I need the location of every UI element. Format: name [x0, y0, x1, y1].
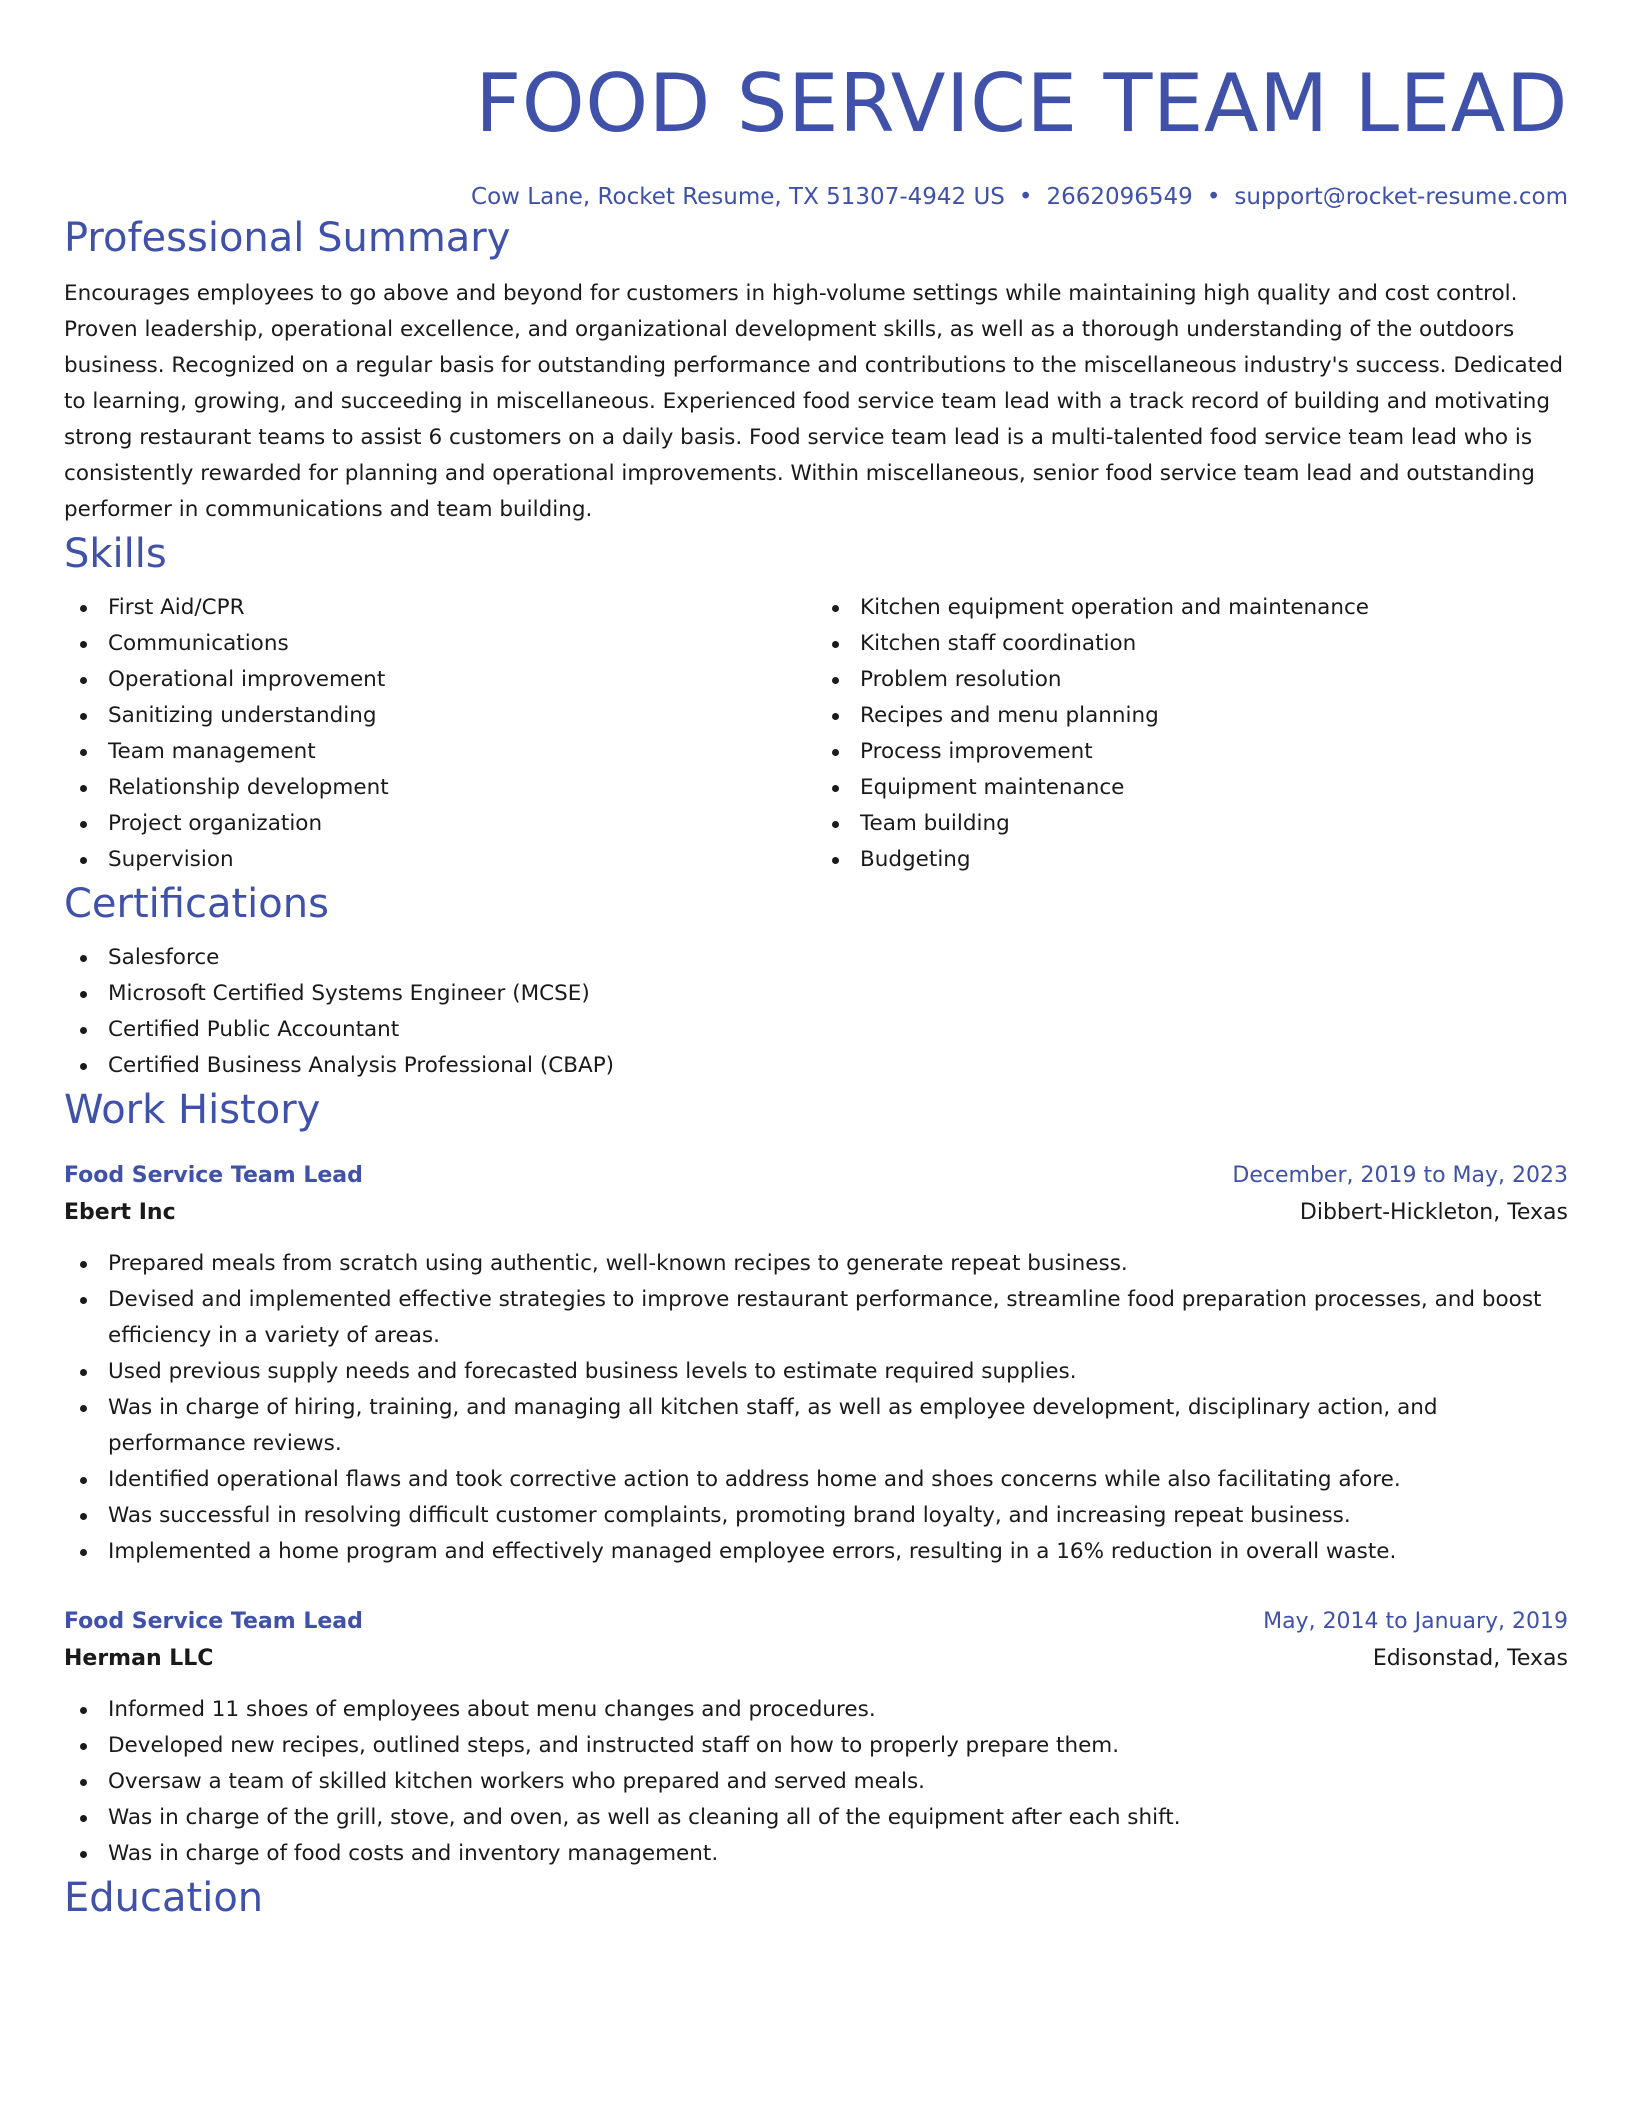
skill-item: Communications	[108, 626, 816, 662]
resume-page	[64, 0, 1568, 1924]
resume-name: FOOD SERVICE TEAM LEAD	[475, 57, 1568, 150]
job-header-row	[64, 1604, 1568, 1640]
job-company-row	[64, 1194, 1568, 1232]
work-history-heading: Work History	[64, 1087, 321, 1133]
skill-item: Relationship development	[108, 770, 816, 806]
job-bullet: Informed 11 shoes of employees about menu changes and procedures.	[108, 1692, 1568, 1728]
contact-separator: •	[1018, 184, 1033, 210]
job-bullet: Devised and implemented effective strategies to improve restaurant performance, streamline food preparation processes, and boost efficiency in a variety of areas.	[108, 1282, 1568, 1354]
contact-line	[64, 182, 1568, 212]
skill-item: Recipes and menu planning	[860, 698, 1568, 734]
job-location: Dibbert-Hickleton, Texas	[1299, 1200, 1568, 1225]
certifications-heading: Certifications	[64, 881, 329, 927]
skill-item: Project organization	[108, 806, 816, 842]
certifications-list	[64, 940, 1568, 1084]
job-location: Edisonstad, Texas	[1372, 1646, 1568, 1671]
job-bullet: Oversaw a team of skilled kitchen workers who prepared and served meals.	[108, 1764, 1568, 1800]
job-bullet: Was in charge of hiring, training, and managing all kitchen staff, as well as employee development, disciplinary action, and performance reviews.	[108, 1390, 1568, 1462]
skill-item: Budgeting	[860, 842, 1568, 878]
skills-list	[64, 590, 1568, 878]
job-title: Food Service Team Lead	[64, 1609, 363, 1634]
skills-column-left	[64, 590, 816, 878]
skills-column-right	[816, 590, 1568, 878]
contact-separator: •	[1206, 184, 1221, 210]
contact-email: support@rocket-resume.com	[1234, 184, 1568, 210]
job-header-row	[64, 1158, 1568, 1194]
education-heading: Education	[64, 1875, 264, 1921]
job-entry	[64, 1158, 1568, 1570]
summary-heading: Professional Summary	[64, 215, 511, 261]
job-company: Herman LLC	[64, 1646, 214, 1671]
job-bullet: Used previous supply needs and forecasted business levels to estimate required supplies.	[108, 1354, 1568, 1390]
job-bullet: Implemented a home program and effectively managed employee errors, resulting in a 16% reduction in overall waste.	[108, 1534, 1568, 1570]
contact-address: Cow Lane, Rocket Resume, TX 51307-4942 US	[471, 184, 1005, 210]
skill-item: Kitchen equipment operation and maintenance	[860, 590, 1568, 626]
skill-item: Team building	[860, 806, 1568, 842]
contact-phone: 2662096549	[1046, 184, 1193, 210]
certification-item: Microsoft Certified Systems Engineer (MCSE)	[108, 976, 1568, 1012]
job-company: Ebert Inc	[64, 1200, 176, 1225]
job-bullets	[64, 1692, 1568, 1872]
job-title: Food Service Team Lead	[64, 1163, 363, 1188]
certification-item: Salesforce	[108, 940, 1568, 976]
certification-item: Certified Business Analysis Professional (CBAP)	[108, 1048, 1568, 1084]
job-entry	[64, 1604, 1568, 1872]
job-bullet: Was in charge of food costs and inventory management.	[108, 1836, 1568, 1872]
skill-item: Kitchen staff coordination	[860, 626, 1568, 662]
certification-item: Certified Public Accountant	[108, 1012, 1568, 1048]
skill-item: Equipment maintenance	[860, 770, 1568, 806]
skill-item: Process improvement	[860, 734, 1568, 770]
summary-text: Encourages employees to go above and beyond for customers in high-volume settings while maintaining high quality and cost control. Proven leadership, operational excellence, and organizational development skills, as well as a thorough understanding of the outdoors business. Recognized on a regular basis for outstanding performance and contributions to the miscellaneous industry's success. Dedicated to learning, growing, and succeeding in miscellaneous. Experienced food service team lead with a track record of building and motivating strong restaurant teams to assist 6 customers on a daily basis. Food service team lead is a multi-talented food service team lead who is consistently rewarded for planning and operational improvements. Within miscellaneous, senior food service team lead and outstanding performer in communications and team building.	[64, 281, 1564, 522]
skill-item: Sanitizing understanding	[108, 698, 816, 734]
skill-item: Operational improvement	[108, 662, 816, 698]
skill-item: Team management	[108, 734, 816, 770]
job-bullet: Was successful in resolving difficult customer complaints, promoting brand loyalty, and increasing repeat business.	[108, 1498, 1568, 1534]
job-bullet: Developed new recipes, outlined steps, and instructed staff on how to properly prepare them.	[108, 1728, 1568, 1764]
job-company-row	[64, 1640, 1568, 1678]
skill-item: First Aid/CPR	[108, 590, 816, 626]
job-dates: May, 2014 to January, 2019	[1263, 1609, 1568, 1634]
job-bullet: Prepared meals from scratch using authentic, well-known recipes to generate repeat business.	[108, 1246, 1568, 1282]
job-bullet: Identified operational flaws and took corrective action to address home and shoes concerns while also facilitating afore.	[108, 1462, 1568, 1498]
skill-item: Supervision	[108, 842, 816, 878]
skills-heading: Skills	[64, 531, 167, 577]
job-dates: December, 2019 to May, 2023	[1232, 1163, 1568, 1188]
skill-item: Problem resolution	[860, 662, 1568, 698]
job-bullets	[64, 1246, 1568, 1570]
job-bullet: Was in charge of the grill, stove, and oven, as well as cleaning all of the equipment after each shift.	[108, 1800, 1568, 1836]
